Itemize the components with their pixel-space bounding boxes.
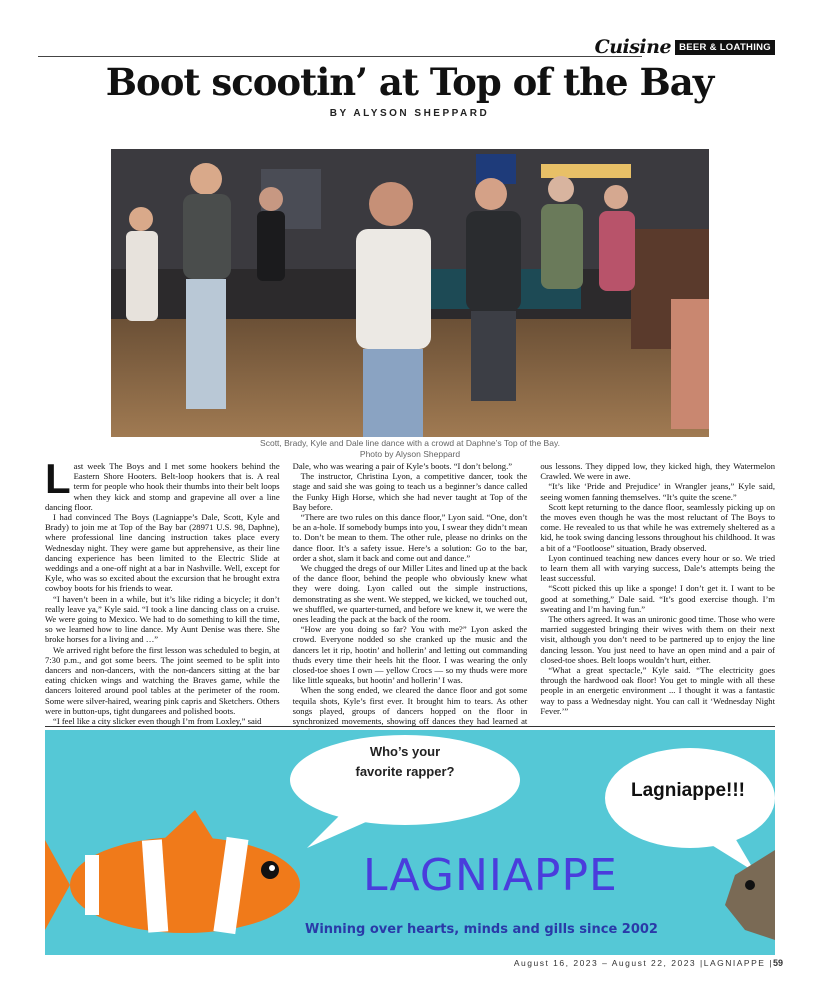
ad-brand: LAGNIAPPE [363, 850, 618, 901]
page-footer [514, 958, 783, 968]
dance-floor-photo [111, 149, 709, 437]
paragraph: “I haven’t been in a while, but it’s like riding a bicycle; it don’t really leave ya,” Kyle said. “I took a line dancing class on a cruise. We were going to Mexico. We had to do something to kill the time, so we learned how to line dance. My Aunt Denise was there. She broke horses for a living and …” [45, 593, 280, 645]
paragraph: “There are two rules on this dance floor,” Lyon said. “One, don’t be an a-hole. If somebody bumps into you, I swear they didn’t mean to. Don’t be mean to them. The other rule, please no drinks on the dance floor. It’s a safety issue. Here’s a solution: Go to the bar, order a shot, slam it back and come out and dance.” [292, 512, 528, 563]
column-tag: BEER & LOATHING [675, 40, 775, 55]
caption-text: Scott, Brady, Kyle and Dale line dance with a crowd at Daphne’s Top of the Bay. [260, 438, 560, 448]
article-photo [111, 149, 709, 437]
article-body [45, 455, 775, 727]
paragraph: The others agreed. It was an unironic good time. Those who were married suggested bringing their wives with them on their next visit, although you don’t need to be partnered up to enjoy the line dancing lesson. You just need to have an open mind and a pair of closed-toe shoes. Belt loops wouldn’t hurt, either. [540, 614, 775, 665]
paragraph: Lyon continued teaching new dances every hour or so. We tried to learn them all with varying success, Dale’s attempts being the least successful. [540, 552, 775, 584]
paragraph: “Scott picked this up like a sponge! I don’t get it. I want to be good at something,” Dale said. “It’s good exercise though. I’m sweating and I’m having fun.” [540, 583, 775, 614]
bubble-answer: Lagniappe!!! [631, 780, 745, 801]
byline: BY ALYSON SHEPPARD [329, 108, 490, 119]
section-name: Cuisine [594, 36, 672, 58]
photo-credit: Photo by Alyson Sheppard [359, 449, 461, 459]
paragraph: “What a great spectacle,” Kyle said. “The electricity goes through the hardwood oak floor! You get to mingle with all these people in an energetic environment ... I thought it was a fantastic way to pass a Wednesday night. You can call it ‘Wednesday Night Fever.’” [540, 665, 775, 716]
header-rule [38, 56, 642, 57]
footer-dates: August 16, 2023 – August 22, 2023 |LAGNIAPPE | [513, 958, 773, 968]
article-column-2 [293, 461, 528, 736]
lagniappe-ad[interactable] [45, 730, 775, 955]
drop-cap: L [45, 455, 71, 502]
paragraph: The instructor, Christina Lyon, a competitive dancer, took the stage and said she was going to teach us a beginner’s dance called the Funky High Horse, which she had never taught at Top of the Bay before. [292, 471, 528, 512]
bubble-question-line1: Who’s your [369, 744, 441, 759]
photo-caption [111, 438, 709, 460]
paragraph: When the song ended, we cleared the dance floor and got some tequila shots, Kyle’s first ever. It brought him to tears. As other songs played, groups of dancers hopped on the floor in synchronized movements, showing off dances they had learned at [292, 685, 528, 727]
paragraph: “I feel like a city slicker even though I’m from Loxley,” said [53, 716, 262, 727]
bubble-question [335, 742, 475, 782]
paragraph: We arrived right before the first lesson was scheduled to begin, at 7:30 p.m., and got some beers. The joint seemed to be split into dancers and non-dancers, with the non-dancers sitting at the bar eating chicken wings and watching the Braves game, while the dancers loitered around pool tables at the perimeter of the room. Some were silver-haired, wearing pink capris and Sketchers. Others were in button-ups, tight dungarees and polished boots. [45, 644, 280, 716]
page-number: 59 [772, 958, 783, 968]
paragraph: I had convinced The Boys (Lagniappe’s Dale, Scott, Kyle and Brady) to join me at Top of the Bay bar (28971 U.S. 98, Daphne), where professional line dancing instruction takes place every Wednesday night. They were game but apprehensive, as their line dancing experience has been limited to the Electric Slide at weddings and a one-off night at a bar in Nashville. Well, except for Kyle, who was so excited about the excursion that he brought extra cowboy boots for his friends to wear. [45, 512, 280, 594]
headline: Boot scootin’ at Top of the Bay [105, 60, 714, 104]
paragraph: “How are you doing so far? You with me?” Lyon asked the crowd. Everyone nodded so she cranked up the music and the dancers let it rip, hootin’ and hollerin’ and letting out commanding thuds every time their heels hit the floor. I was wearing the only closed-toe shoes I own — yellow Crocs — so my thuds were more like little squeaks, but hootin’ and hollerin’ I was. [292, 624, 528, 686]
bubble-question-line2: favorite rapper? [355, 764, 455, 779]
ad-divider [45, 726, 775, 727]
paragraph: ous lessons. They dipped low, they kicked high, they Watermelon Crawled. We were in awe. [540, 461, 775, 482]
article-column-1 [45, 455, 280, 736]
paragraph: ast week The Boys and I met some hookers behind the Eastern Shore Hooters. Belt-loop hookers that is. A real term for people who hook their thumbs into their belt loops when they kick and stomp and grapevine all over a line dancing floor. [45, 461, 280, 512]
clownfish-icon [45, 810, 300, 934]
paragraph: Scott kept returning to the dance floor, seamlessly picking up on the moves even though he was the most reluctant of The Boys to come. He revealed to us that while he was extremely sheltered as a kid, he took swing dancing lessons throughout his childhood. It was a bit of a “Footloose” situation, Brady observed. [540, 501, 775, 553]
paragraph: Dale, who was wearing a pair of Kyle’s boots. “I don’t belong.” [292, 461, 513, 471]
ad-tagline: Winning over hearts, minds and gills since 2002 [305, 922, 658, 937]
paragraph: “It’s like ‘Pride and Prejudice’ in Wrangler jeans,” Kyle said, seeing women fanning themselves. “It’s quite the scene.” [540, 481, 775, 502]
section-label [595, 36, 775, 58]
paragraph: We chugged the dregs of our Miller Lites and lined up at the back of the dance floor, behind the people who obviously knew what they were doing. Lyon called out the simple instructions, demonstrating as she went. We stepped, we kicked, we touched out, we shuffled, we quarter-turned, and before we knew it, we were the ones leading the pack at the back of the room. [292, 563, 528, 625]
article-column-3 [540, 461, 775, 736]
